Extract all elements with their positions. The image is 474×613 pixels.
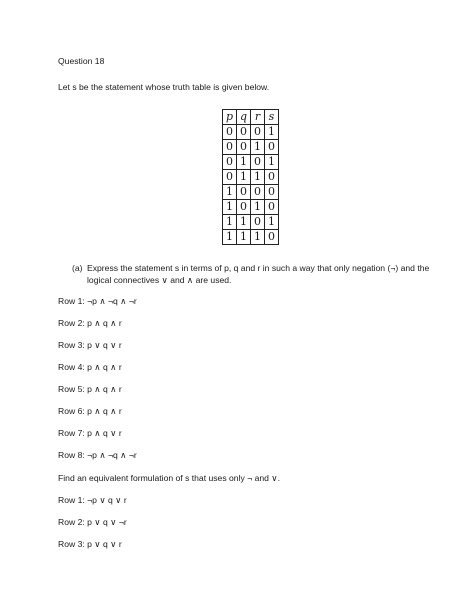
- table-cell: 1: [237, 230, 251, 245]
- table-cell: 0: [265, 170, 279, 185]
- table-row: [223, 185, 279, 200]
- table-cell: 1: [251, 230, 265, 245]
- table-cell: 0: [223, 125, 237, 140]
- answer-row: Row 5: p ∧ q ∧ r: [58, 384, 122, 394]
- table-cell: 1: [223, 215, 237, 230]
- answer-row: Row 1: ¬p ∧ ¬q ∧ ¬r: [58, 296, 137, 306]
- header-cell: s: [265, 110, 279, 125]
- part-a: [72, 262, 432, 286]
- table-cell: 1: [237, 215, 251, 230]
- question-title: Question 18: [58, 56, 105, 66]
- equivalent-prompt: Find an equivalent formulation of s that uses only ¬ and ∨.: [58, 473, 280, 483]
- table-cell: 0: [251, 155, 265, 170]
- table-cell: 0: [251, 215, 265, 230]
- table-header-row: [223, 110, 279, 125]
- table-row: [223, 155, 279, 170]
- table-cell: 0: [251, 125, 265, 140]
- table-cell: 0: [237, 200, 251, 215]
- table-cell: 1: [237, 155, 251, 170]
- table-cell: 1: [237, 170, 251, 185]
- table-row: [223, 230, 279, 245]
- table-row: [223, 215, 279, 230]
- table-cell: 1: [265, 125, 279, 140]
- table-row: [223, 200, 279, 215]
- table-cell: 1: [223, 230, 237, 245]
- intro-text: Let s be the statement whose truth table is given below.: [58, 82, 270, 92]
- truth-table: [222, 109, 279, 245]
- answer-row: Row 2: p ∨ q ∨ ¬r: [58, 517, 127, 527]
- answer-row: Row 7: p ∧ q ∨ r: [58, 428, 122, 438]
- answer-row: Row 8: ¬p ∧ ¬q ∧ ¬r: [58, 450, 137, 460]
- table-cell: 0: [251, 185, 265, 200]
- answer-row: Row 3: p ∨ q ∨ r: [58, 340, 122, 350]
- table-cell: 0: [265, 230, 279, 245]
- answer-row: Row 6: p ∧ q ∧ r: [58, 406, 122, 416]
- answer-row: Row 3: p ∨ q ∨ r: [58, 539, 122, 549]
- table-row: [223, 170, 279, 185]
- answer-row: Row 1: ¬p ∨ q ∨ r: [58, 495, 127, 505]
- answer-row: Row 2: p ∧ q ∧ r: [58, 318, 122, 328]
- table-cell: 1: [265, 155, 279, 170]
- table-cell: 1: [265, 215, 279, 230]
- answer-row: Row 4: p ∧ q ∧ r: [58, 362, 122, 372]
- table-row: [223, 125, 279, 140]
- table-cell: 0: [237, 140, 251, 155]
- table-cell: 0: [223, 140, 237, 155]
- table-cell: 1: [223, 200, 237, 215]
- table-cell: 0: [237, 185, 251, 200]
- table-cell: 0: [265, 185, 279, 200]
- table-cell: 1: [251, 170, 265, 185]
- header-cell: r: [251, 110, 265, 125]
- part-a-text: Express the statement s in terms of p, q and r in such a way that only negation (¬) and the logical connectives ∨ and ∧ are used.: [87, 263, 430, 285]
- table-cell: 0: [265, 140, 279, 155]
- part-a-label: (a): [72, 263, 83, 273]
- table-cell: 1: [251, 200, 265, 215]
- header-cell: q: [237, 110, 251, 125]
- table-cell: 0: [223, 155, 237, 170]
- table-cell: 0: [237, 125, 251, 140]
- header-cell: p: [223, 110, 237, 125]
- table-cell: 0: [265, 200, 279, 215]
- table-row: [223, 140, 279, 155]
- table-cell: 1: [223, 185, 237, 200]
- table-cell: 0: [223, 170, 237, 185]
- table-cell: 1: [251, 140, 265, 155]
